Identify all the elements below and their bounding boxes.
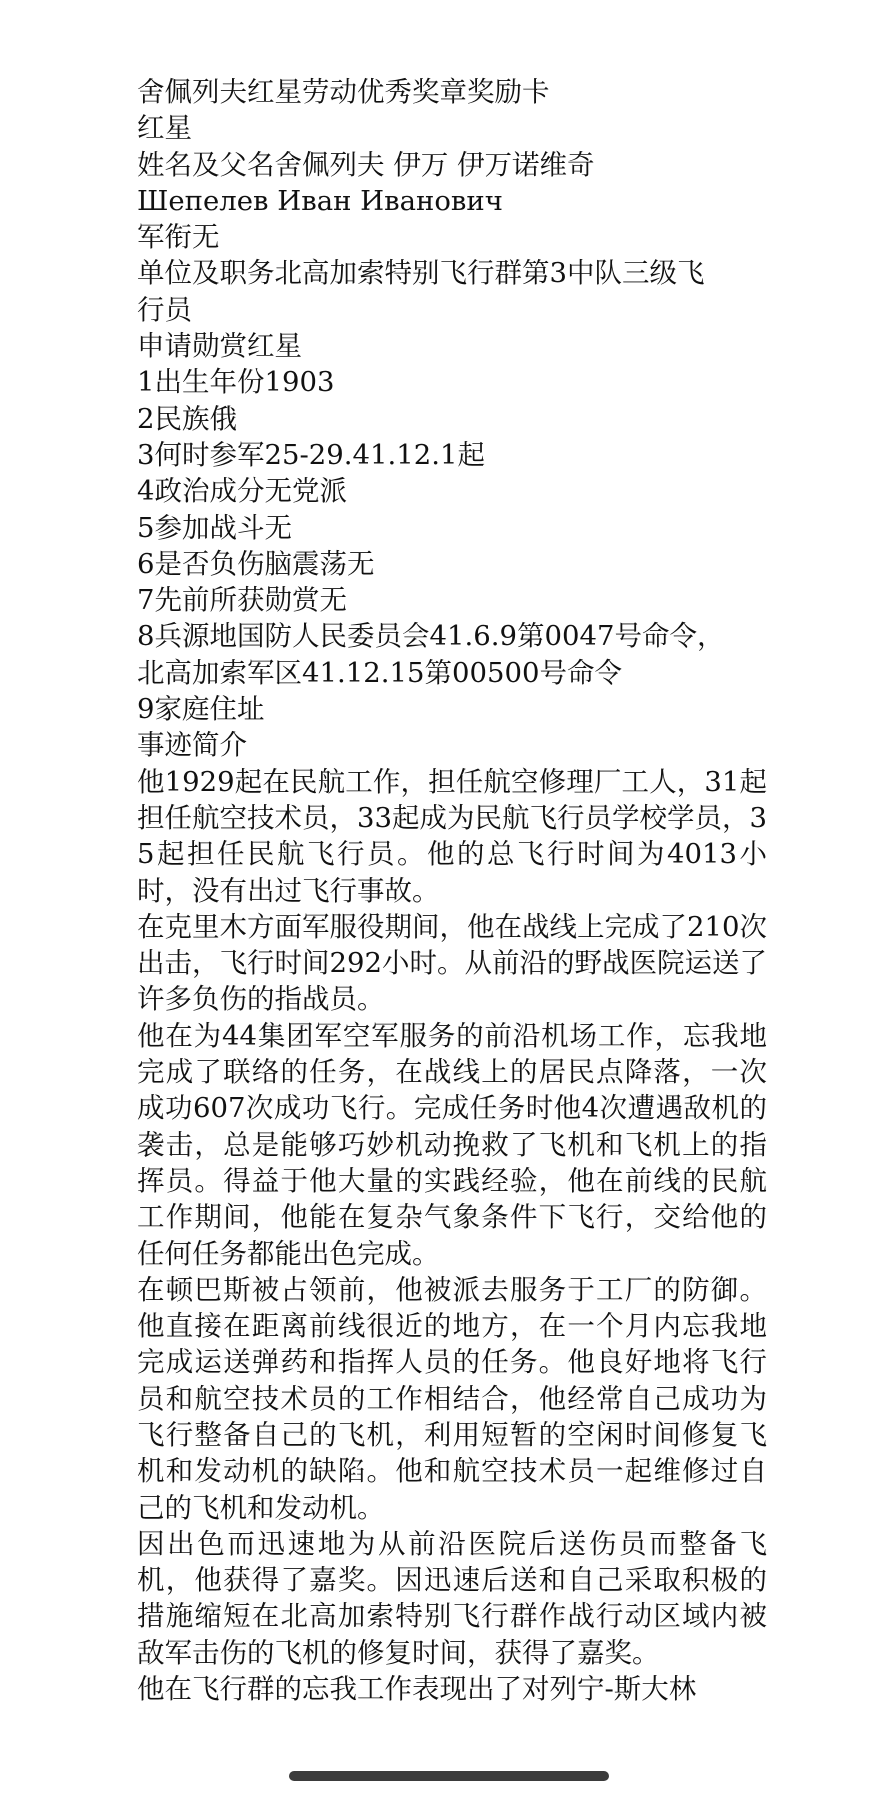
summary-paragraph: 因出色而迅速地为从前沿医院后送伤员而整备飞机，他获得了嘉奖。因迅速后送和自己采取积极的措施缩短在北高加索特别飞行群作战行动区域内被敌军击伤的飞机的修复时间，获得了嘉奖。 (137, 1527, 767, 1669)
item-wounds: 6是否负伤脑震荡无 (137, 547, 375, 580)
item-source-order-1: 8兵源地国防人民委员会41.6.9第0047号命令， (137, 620, 725, 653)
summary-paragraph: 在顿巴斯被占领前，他被派去服务于工厂的防御。他直接在距离前线很近的地方，在一个月内忘我地完成运送弹药和指挥人员的任务。他良好地将飞行员和航空技术员的工作相结合，他经常自己成功为飞行整备自己的飞机，利用短暂的空闲时间修复飞机和发动机的缺陷。他和航空技术员一起维修过自己的飞机和发动机。 (137, 1273, 767, 1524)
item-birth-year: 1出生年份1903 (137, 366, 335, 399)
item-source-order-2: 北高加索军区41.12.15第00500号命令 (137, 656, 622, 689)
item-combat: 5参加战斗无 (137, 511, 292, 544)
document-title: 舍佩列夫红星劳动优秀奖章奖励卡 (137, 76, 550, 108)
name-russian: Шепелев Иван Иванович (137, 184, 503, 217)
summary-heading: 事迹简介 (137, 729, 247, 762)
summary-paragraph: 他在飞行群的忘我工作表现出了对列宁-斯大林 (137, 1673, 697, 1706)
summary-paragraph: 在克里木方面军服役期间，他在战线上完成了210次出击，飞行时间292小时。从前沿的野战医院运送了许多负伤的指战员。 (137, 910, 767, 1016)
item-home-address: 9家庭住址 (137, 693, 265, 726)
rank-line: 军衔无 (137, 221, 220, 254)
name-line: 姓名及父名舍佩列夫 伊万 伊万诺维奇 (137, 148, 595, 181)
award-type: 红星 (137, 112, 192, 145)
unit-line-2: 行员 (137, 293, 192, 326)
item-nationality: 2民族俄 (137, 402, 237, 435)
award-card-document (137, 74, 767, 1707)
item-party: 4政治成分无党派 (137, 475, 347, 508)
summary-paragraph: 他1929起在民航工作，担任航空修理厂工人，31起担任航空技术员，33起成为民航飞行员学校学员，35起担任民航飞行员。他的总飞行时间为4013小时，没有出过飞行事故。 (137, 765, 767, 907)
requested-award: 申请勋赏红星 (137, 330, 302, 363)
unit-line-1: 单位及职务北高加索特别飞行群第3中队三级飞 (137, 257, 705, 290)
home-indicator[interactable] (289, 1771, 609, 1781)
summary-paragraph: 他在为44集团军空军服务的前沿机场工作，忘我地完成了联络的任务，在战线上的居民点降落，一次成功607次成功飞行。完成任务时他4次遭遇敌机的袭击，总是能够巧妙机动挽救了飞机和飞机上的指挥员。得益于他大量的实践经验，他在前线的民航工作期间，他能在复杂气象条件下飞行，交给他的任何任务都能出色完成。 (137, 1019, 767, 1270)
item-enlistment: 3何时参军25-29.41.12.1起 (137, 438, 485, 471)
item-previous-awards: 7先前所获勋赏无 (137, 584, 347, 617)
